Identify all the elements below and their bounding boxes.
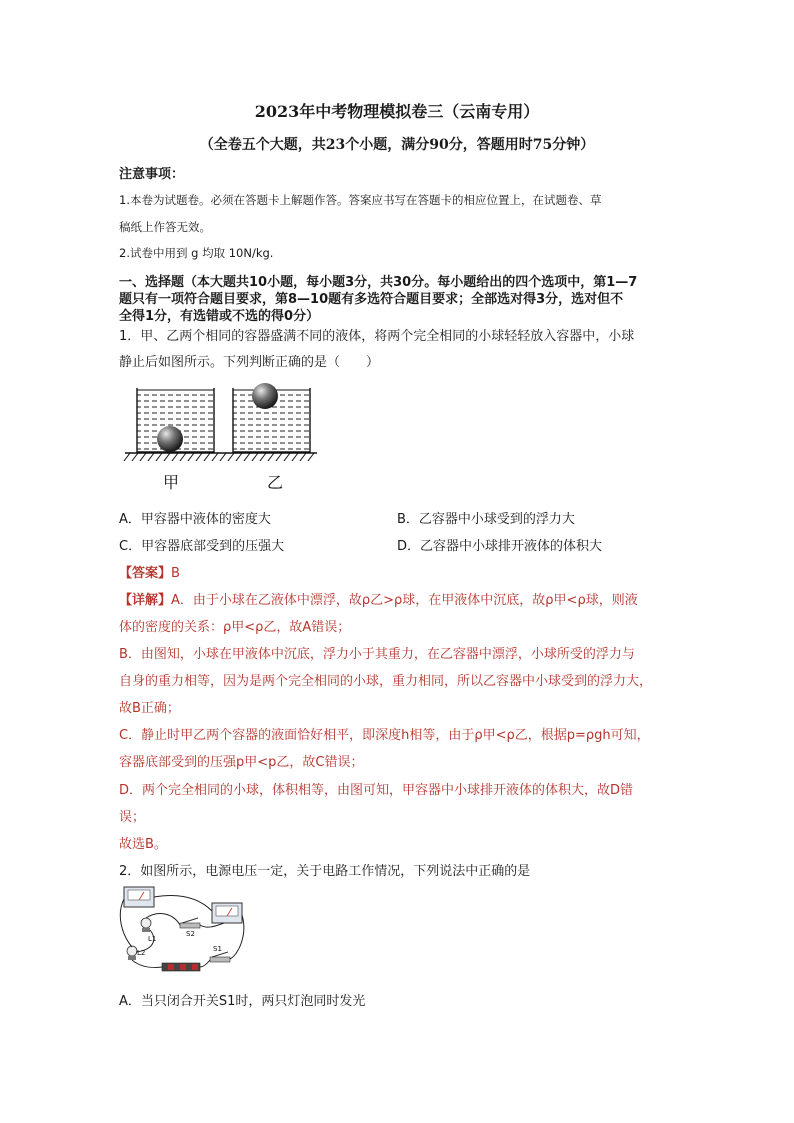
label-s1: S1	[213, 945, 222, 953]
q2-option-a: A．当只闭合开关S1时，两只灯泡同时发光	[119, 994, 366, 1009]
lamp-l2	[127, 946, 137, 960]
section-heading-3: 全得1分，有选错或不选的得0分）	[119, 309, 320, 324]
q1-stem-1: 1．甲、乙两个相同的容器盛满不同的液体，将两个完全相同的小球轻轻放入容器中，小球	[119, 329, 635, 344]
detail-tag: 【详解】	[119, 593, 172, 608]
q2-stem: 2．如图所示，电源电压一定，关于电路工作情况，下列说法中正确的是	[119, 864, 531, 879]
q1-detail-b-2: 自身的重力相等，因为是两个完全相同的小球，重力相同，所以乙容器中小球受到的浮力大，	[119, 674, 653, 689]
label-yi: 乙	[267, 473, 284, 492]
notes-heading: 注意事项：	[119, 167, 185, 182]
battery-pack	[162, 963, 200, 971]
q1-detail-c-1: C．静止时甲乙两个容器的液面恰好相平，即深度h相等，由于ρ甲<ρ乙，根据p=ρgh可知，	[119, 728, 650, 743]
section-heading-1: 一、选择题（本大题共10小题，每小题3分，共30分。每小题给出的四个选项中，第1—7	[119, 275, 638, 290]
ground-hatch	[124, 453, 314, 461]
q1-answer	[119, 562, 180, 581]
ball-yi	[252, 383, 278, 409]
answer-tag: 【答案】	[119, 566, 172, 581]
q1-option-a: A．甲容器中液体的密度大	[119, 512, 271, 527]
notes-item-1a: 1.本卷为试题卷。必须在答题卡上解题作答。答案应书写在答题卡的相应位置上，在试题卷、草	[119, 193, 602, 207]
detail-a-text: A．由于小球在乙液体中漂浮，故ρ乙>ρ球，在甲液体中沉底，故ρ甲<ρ球，则液	[171, 593, 638, 608]
q1-conclusion: 故选B。	[119, 837, 167, 852]
label-l1: L1	[148, 935, 157, 943]
q1-detail-c-2: 容器底部受到的压强p甲<p乙，故C错误；	[119, 755, 364, 770]
ball-jia	[157, 426, 183, 452]
meter-1	[124, 887, 154, 907]
lamp-l1	[141, 918, 151, 932]
label-jia: 甲	[163, 473, 180, 492]
q1-option-d: D．乙容器中小球排开液体的体积大	[397, 539, 603, 554]
q1-figure	[120, 380, 320, 495]
q1-detail-a-2: 体的密度的关系：ρ甲<ρ乙，故A错误；	[119, 620, 351, 635]
notes-item-1b: 稿纸上作答无效。	[119, 220, 211, 234]
q1-option-b: B．乙容器中小球受到的浮力大	[397, 512, 575, 527]
q1-option-c: C．甲容器底部受到的压强大	[119, 539, 285, 554]
page-subtitle: （全卷五个大题，共23个小题，满分90分，答题用时75分钟）	[199, 137, 595, 153]
q1-detail-d-2: 误；	[119, 810, 146, 825]
answer-value: B	[171, 566, 180, 581]
label-l2: L2	[137, 949, 146, 957]
switch-s2	[180, 918, 200, 928]
label-s2: S2	[186, 930, 195, 938]
q1-detail-b-1: B．由图知，小球在甲液体中沉底，浮力小于其重力，在乙容器中漂浮，小球所受的浮力与	[119, 647, 635, 662]
q1-detail-a-1	[119, 589, 638, 608]
meter-2	[212, 903, 242, 923]
switch-s1	[210, 952, 230, 962]
page-title: 2023年中考物理模拟卷三（云南专用）	[254, 102, 540, 121]
q2-circuit-figure	[118, 885, 248, 975]
section-heading-2: 题只有一项符合题目要求，第8—10题有多选符合题目要求；全部选对得3分，选对但不	[119, 292, 624, 307]
notes-item-2: 2.试卷中用到 g 均取 10N/kg.	[119, 246, 274, 260]
q1-stem-2: 静止后如图所示。下列判断正确的是（ ）	[119, 355, 380, 370]
q1-detail-d-1: D．两个完全相同的小球，体积相等，由图可知，甲容器中小球排开液体的体积大，故D错	[119, 783, 634, 798]
q1-detail-b-3: 故B正确；	[119, 701, 180, 716]
